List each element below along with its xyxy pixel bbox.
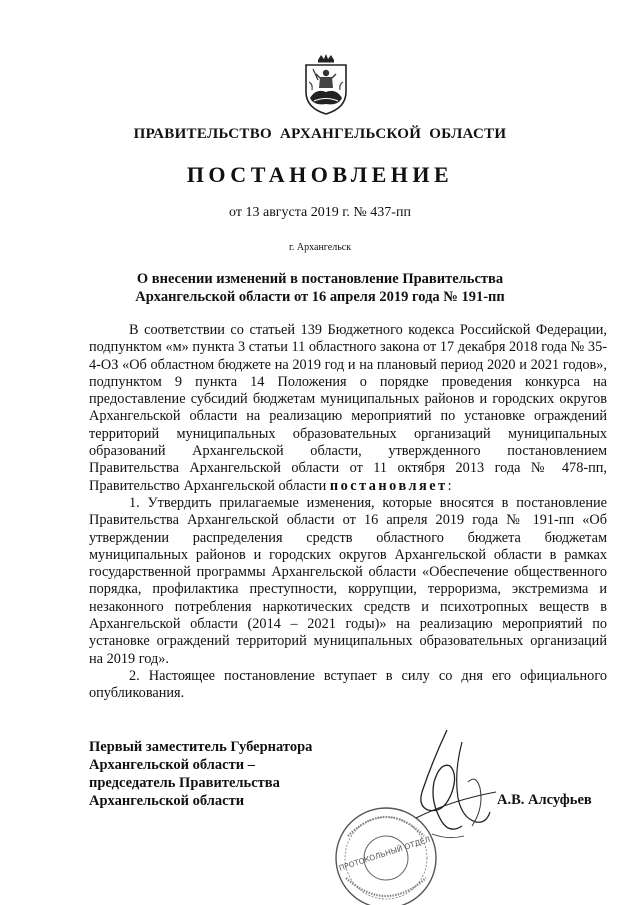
document-body (89, 322, 607, 703)
stamp-text: ПРОТОКОЛЬНЫЙ ОТДЕЛ (337, 834, 432, 873)
document-date-number: от 13 августа 2019 г. № 437-пп (229, 205, 411, 220)
item-1-paragraph: 1. Утвердить прилагаемые изменения, которые вносятся в постановление Правительства Архангельской области от 16 апреля 2019 года № 191-пп «Об утверждении распределения средств областного бюджета бюджетам муниципальных районов и городских округов Архангельской области в рамках государственной программы Архангельской области «Обеспечение общественного порядка, профилактика преступности, коррупции, терроризма, экстремизма и незаконного потребления наркотических средств и психотропных веществ в Архангельской области (2014 – 2021 годы)» на реализацию мероприятий по установке ограждений территорий муниципальных образовательных организаций на 2019 год». (89, 494, 607, 667)
coat-of-arms-icon (300, 54, 352, 116)
signer-position-line: Первый заместитель Губернатора (89, 739, 313, 755)
organization-name: ПРАВИТЕЛЬСТВО АРХАНГЕЛЬСКОЙ ОБЛАСТИ (133, 126, 507, 142)
item-2-paragraph: 2. Настоящее постановление вступает в силу со дня его официального опубликования. (89, 667, 607, 702)
preamble-text: В соответствии со статьей 139 Бюджетного кодекса Российской Федерации, подпунктом «м» пункта 3 статьи 11 областного закона от 17 декабря 2018 года № 35-4-ОЗ «Об областном бюджете на 2019 год и на плановый период 2020 и 2021 годов», подпунктом 9 пункта 14 Положения о порядке проведения конкурса на предоставление субсидий бюджетам муниципальных районов и городских округов Архангельской области на реализацию мероприятий по установке ограждений территорий муниципальных образовательных организаций муниципальных образований Архангельской области, утвержденного постановлением Правительства Архангельской области от 11 октября 2013 года № 478-пп, Правительство Архангельской области (89, 322, 607, 494)
city-name: г. Архангельск (288, 242, 352, 253)
title-line: Архангельской области от 16 апреля 2019 года № 191-пп (135, 289, 505, 305)
document-title (100, 270, 540, 306)
handwritten-signature (392, 722, 512, 852)
signer-name: А.В. Алсуфьев (497, 792, 592, 808)
signer-position-line: Архангельской области – (89, 757, 255, 773)
document-type: ПОСТАНОВЛЕНИЕ (186, 162, 454, 187)
title-line: О внесении изменений в постановление Правительства (136, 271, 504, 287)
preamble-paragraph (89, 322, 607, 495)
signer-position-line: председатель Правительства (89, 775, 280, 791)
resolves-word: постановляет (329, 477, 448, 494)
resolves-colon: : (447, 477, 452, 494)
signer-position-line: Архангельской области (89, 793, 245, 809)
